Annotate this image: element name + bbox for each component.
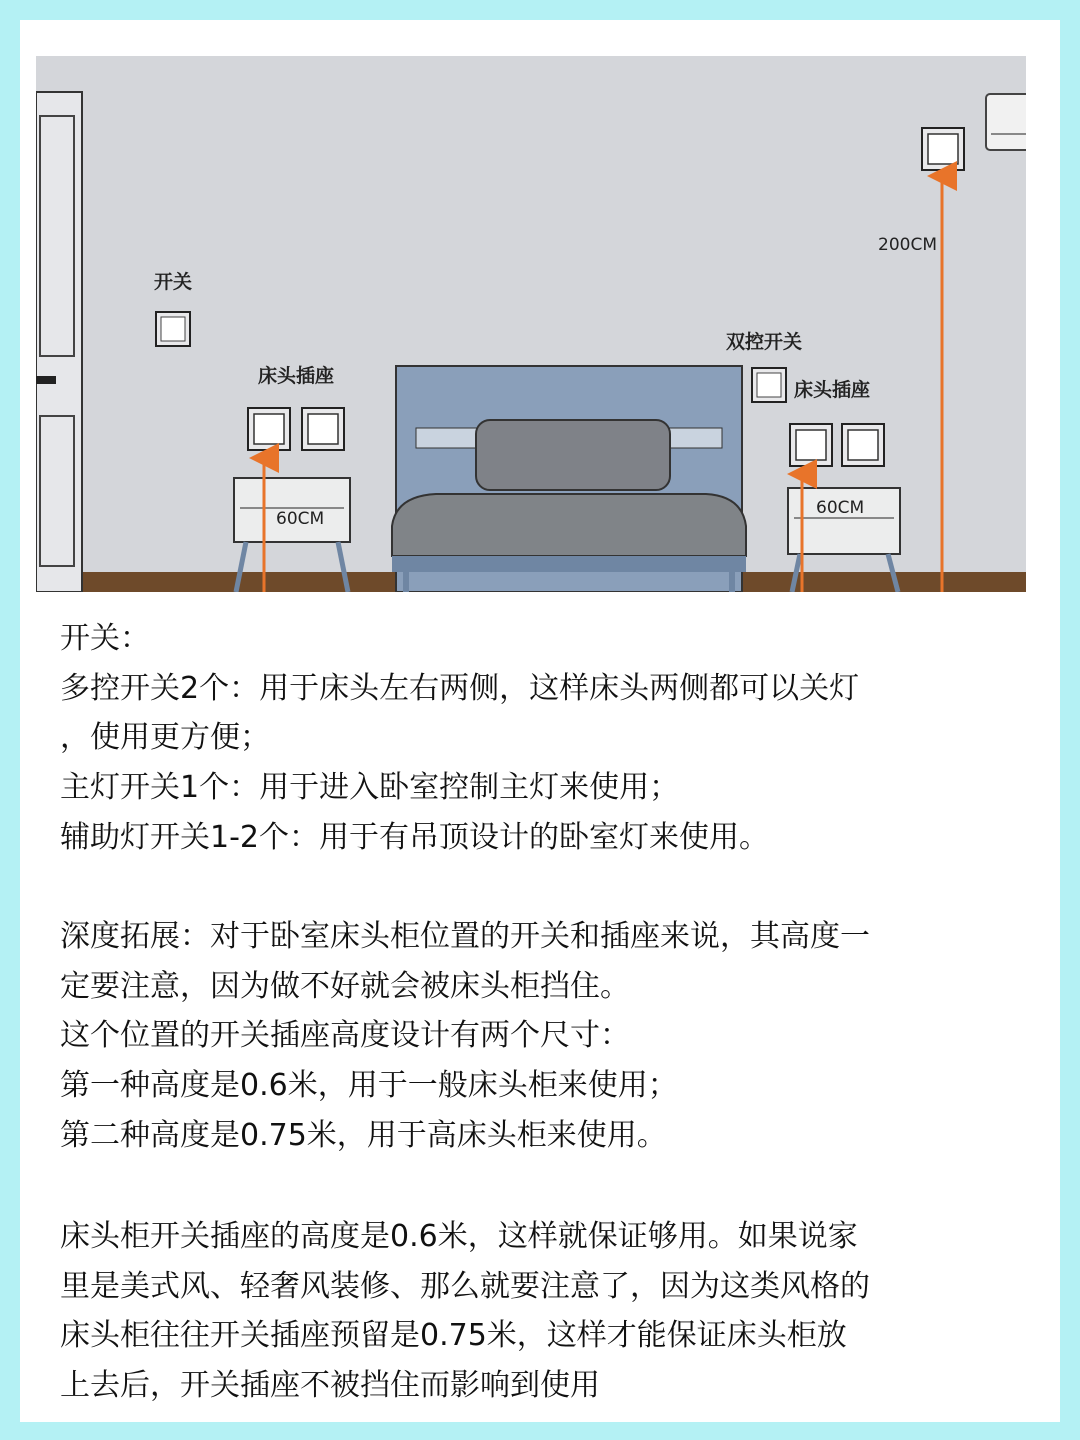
label-60cm-right: 60CM (816, 498, 865, 518)
label-dual-switch: 双控开关 (726, 331, 803, 353)
main-switch (156, 312, 190, 346)
section-deep-expansion (60, 912, 1035, 1161)
bed (392, 366, 746, 592)
label-bedside-socket-right: 床头插座 (794, 379, 871, 401)
socket-high (922, 128, 964, 170)
text-line: 开关： (60, 621, 150, 656)
right-socket-1 (790, 424, 832, 466)
content-card (20, 20, 1060, 1422)
label-switch: 开关 (154, 271, 193, 293)
text-line: 第一种高度是0.6米，用于一般床头柜来使用； (60, 1068, 678, 1104)
label-bedside-socket-left: 床头插座 (258, 365, 335, 387)
text-line: 里是美式风、轻奢风装修、那么就要注意了，因为这类风格的 (60, 1268, 870, 1304)
left-socket-1 (248, 408, 290, 450)
bedroom-illustration (36, 56, 1026, 592)
text-line: 这个位置的开关插座高度设计有两个尺寸： (60, 1018, 630, 1054)
door (36, 92, 82, 592)
right-socket-2 (842, 424, 884, 466)
text-line: 深度拓展：对于卧室床头柜位置的开关和插座来说，其高度一 (60, 919, 870, 954)
label-60cm-left: 60CM (276, 509, 325, 529)
text-line: 主灯开关1个：用于进入卧室控制主灯来使用； (60, 770, 680, 806)
label-200cm: 200CM (878, 235, 937, 255)
text-line: 多控开关2个：用于床头左右两侧，这样床头两侧都可以关灯 (60, 670, 860, 706)
section-summary (60, 1212, 1035, 1411)
text-line: ，使用更方便； (60, 720, 270, 756)
text-line: 床头柜开关插座的高度是0.6米，这样就保证够用。如果说家 (60, 1219, 858, 1254)
text-line: 第二种高度是0.75米，用于高床头柜来使用。 (60, 1117, 667, 1153)
dual-switch (752, 368, 786, 402)
section-switches (60, 614, 1035, 863)
text-line: 床头柜往往开关插座预留是0.75米，这样才能保证床头柜放 (60, 1318, 847, 1354)
text-line: 定要注意，因为做不好就会被床头柜挡住。 (60, 968, 630, 1004)
text-line: 辅助灯开关1-2个：用于有吊顶设计的卧室灯来使用。 (60, 819, 769, 855)
air-conditioner (986, 94, 1026, 150)
left-socket-2 (302, 408, 344, 450)
text-line: 上去后，开关插座不被挡住而影响到使用 (60, 1368, 600, 1404)
